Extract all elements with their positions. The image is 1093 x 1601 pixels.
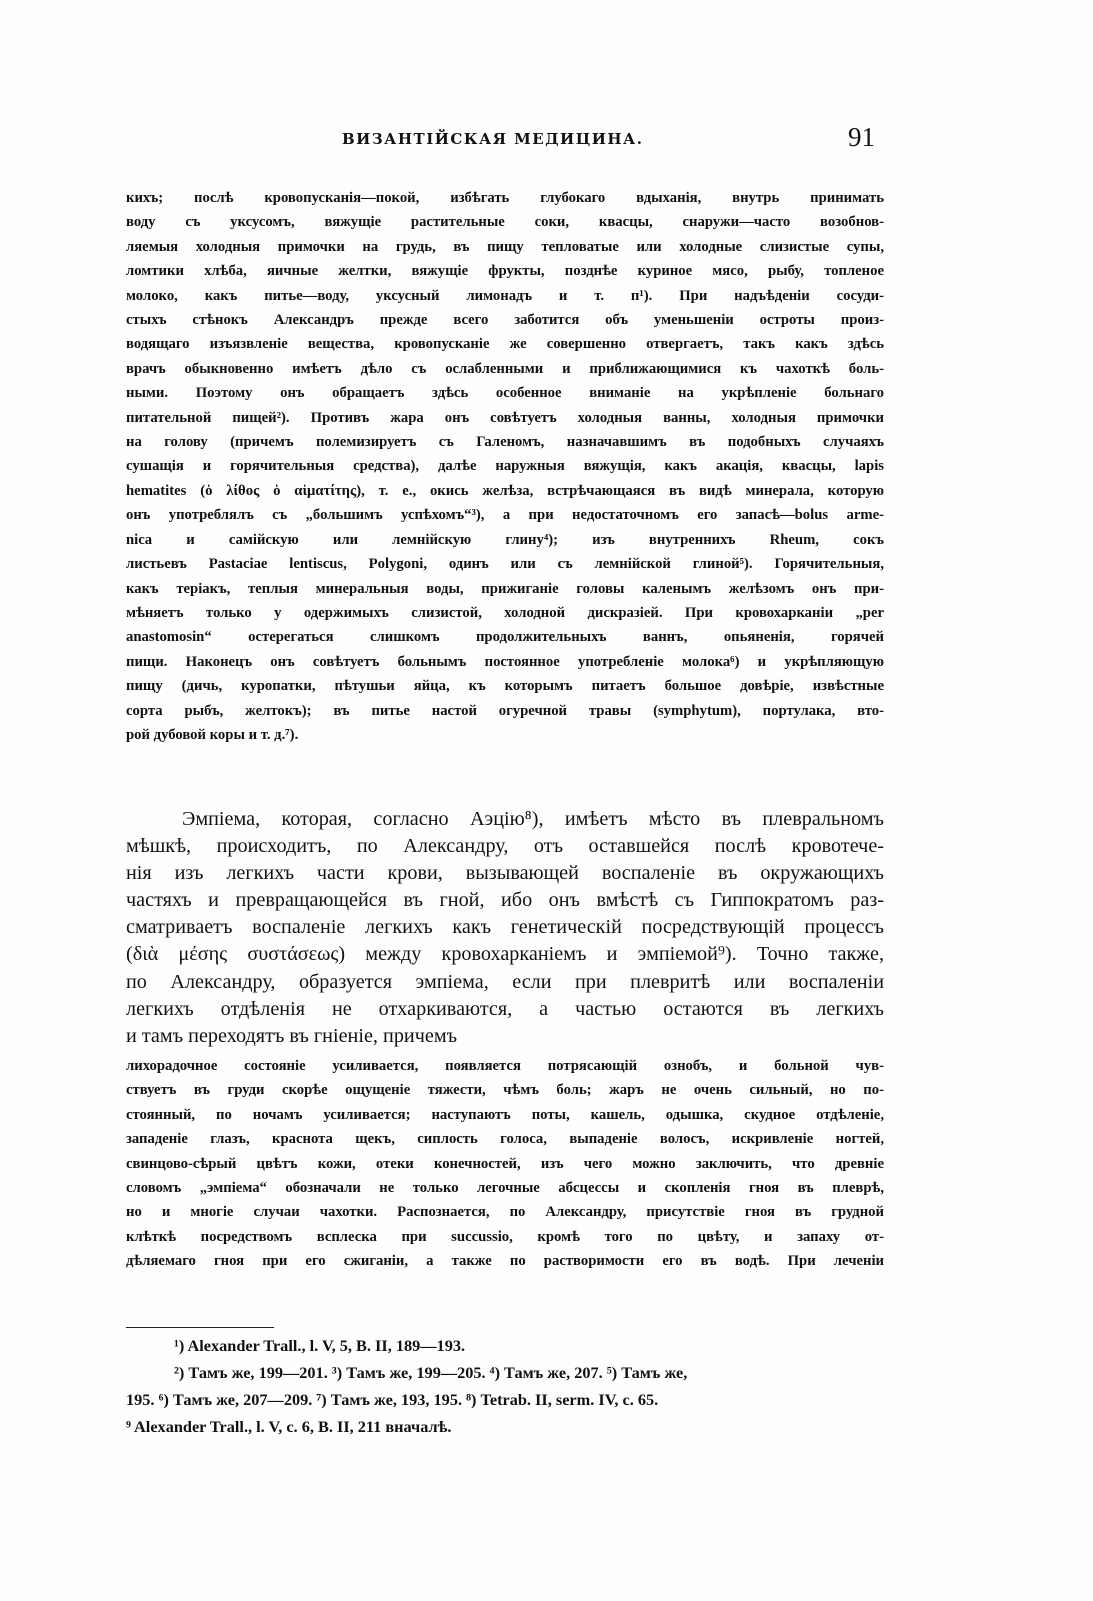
paragraph-large bbox=[126, 806, 884, 1050]
text-line: свинцово-сѣрый цвѣтъ кожи, отеки конечностей, изъ чего можно заключить, что древніе bbox=[126, 1155, 884, 1172]
text-line: стоянный, по ночамъ усиливается; наступаютъ поты, кашель, одышка, скудное отдѣленіе, bbox=[126, 1106, 884, 1123]
text-line: частяхъ и превращающейся въ гной, ибо онъ вмѣстѣ съ Гиппократомъ раз- bbox=[126, 889, 884, 912]
text-line: ляемыя холодныя примочки на грудь, въ пищу тепловатые или холодные слизистые супы, bbox=[126, 238, 884, 255]
footnote-line: ²) Тамъ же, 199—201. ³) Тамъ же, 199—205. ⁴) Тамъ же, 207. ⁵) Тамъ же, bbox=[174, 1363, 688, 1382]
footnote-line: ¹) Alexander Trall., l. V, 5, B. II, 189—193. bbox=[174, 1336, 466, 1355]
text-line: на голову (причемъ полемизируетъ съ Галеномъ, назначавшимъ въ подобныхъ случаяхъ bbox=[126, 434, 884, 451]
text-line: клѣткѣ посредствомъ всплеска при succussio, кромѣ того по цвѣту, и запаху от- bbox=[126, 1228, 884, 1245]
text-line: легкихъ отдѣленія не отхаркиваются, а частью остаются въ легкихъ bbox=[126, 997, 884, 1020]
paragraph-small-1 bbox=[126, 186, 884, 747]
text-line: сорта рыбъ, желтокъ); въ питье настой огуречной травы (symphytum), портулака, вто- bbox=[126, 702, 884, 719]
text-line: молоко, какъ питье—воду, уксусный лимонадъ и т. п¹). При надъѣденіи сосуди- bbox=[126, 287, 884, 304]
text-line: hematites (ὁ λίθος ὁ αἱματίτης), т. е., окись желѣза, встрѣчающаяся въ видѣ минерала, которую bbox=[126, 482, 884, 499]
text-line: какъ теріакъ, теплыя минеральныя воды, прижиганіе головы каленымъ желѣзомъ онъ при- bbox=[126, 580, 884, 597]
paragraph-small-2 bbox=[126, 1054, 884, 1274]
footnotes bbox=[126, 1332, 884, 1440]
text-line: пищу (дичь, куропатки, пѣтушьи яйца, къ которымъ питаетъ большое довѣріе, извѣстные bbox=[126, 678, 884, 695]
footnote-divider bbox=[126, 1327, 274, 1328]
footnote-line: 195. ⁶) Тамъ же, 207—209. ⁷) Тамъ же, 193, 195. ⁸) Tetrab. II, serm. IV, c. 65. bbox=[126, 1390, 659, 1409]
text-line: anastomosin“ остерегаться слишкомъ продолжительныхъ ваннъ, опьяненія, горячей bbox=[126, 629, 884, 646]
text-line: и тамъ переходятъ въ гніеніе, причемъ bbox=[126, 1024, 458, 1047]
text-line: по Александру, образуется эмпіема, если при плевритѣ или воспаленіи bbox=[126, 970, 884, 993]
text-line: Эмпіема, которая, согласно Аэцію⁸), имѣетъ мѣсто въ плевральномъ bbox=[182, 808, 884, 830]
text-line: кихъ; послѣ кровопусканія—покой, избѣгать глубокаго вдыханія, внутрь принимать bbox=[126, 190, 884, 206]
text-line: сушащія и горячительныя средства), далѣе наружныя вяжущія, какъ акація, квасцы, lapis bbox=[126, 458, 884, 475]
text-line: дѣляемаго гноя при его сжиганіи, а также по растворимости его въ водѣ. При леченіи bbox=[126, 1253, 884, 1270]
text-line: нія изъ легкихъ части крови, вызывающей воспаленіе въ окружающихъ bbox=[126, 862, 884, 885]
text-line: листьевъ Pastaciae lentiscus, Polygoni, одинъ или съ лемнійской глиной⁵). Горячительныя, bbox=[126, 556, 884, 573]
text-line: ными. Поэтому онъ обращаетъ здѣсь особенное вниманіе на укрѣпленіе больнаго bbox=[126, 385, 884, 402]
text-line: nica и самійскую или лемнійскую глину⁴); изъ внутреннихъ Rheum, сокъ bbox=[126, 531, 884, 548]
text-line: водящаго изъязвленіе вещества, кровопусканіе же совершенно отвергаетъ, такъ какъ здѣсь bbox=[126, 336, 884, 353]
text-line: ствуетъ въ груди скорѣе ощущеніе тяжести, чѣмъ боль; жаръ не очень сильный, но по- bbox=[126, 1082, 884, 1099]
text-line: питательной пищей²). Противъ жара онъ совѣтуетъ холодныя ванны, холодныя примочки bbox=[126, 409, 884, 426]
text-line: пищи. Наконецъ онъ совѣтуетъ больнымъ постоянное употребленіе молока⁶) и укрѣпляющую bbox=[126, 653, 884, 670]
text-line: (διὰ μέσης συστάσεως) между кровохарканіемъ и эмпіемой⁹). Точно также, bbox=[126, 943, 884, 966]
text-line: западеніе глазъ, краснота щекъ, сиплость голоса, выпаденіе волосъ, искривленіе ногтей, bbox=[126, 1131, 884, 1148]
text-line: словомъ „эмпіема“ обозначали не только легочные абсцессы и скопленія гноя въ плеврѣ, bbox=[126, 1180, 884, 1197]
text-line: рой дубовой коры и т. д.⁷). bbox=[126, 726, 299, 743]
text-line: стыхъ стѣнокъ Александръ прежде всего заботится объ уменьшеніи остроты произ- bbox=[126, 312, 884, 329]
text-line: лихорадочное состояніе усиливается, появляется потрясающій ознобъ, и больной чув- bbox=[126, 1058, 884, 1074]
text-line: сматриваетъ воспаленіе легкихъ какъ генетическій посредствующій процессъ bbox=[126, 916, 884, 939]
text-line: но и многіе случаи чахотки. Распознается, по Александру, присутствіе гноя въ грудной bbox=[126, 1204, 884, 1221]
footnote-line: ⁹ Alexander Trall., l. V, c. 6, B. II, 211 вначалѣ. bbox=[126, 1417, 452, 1436]
page-header bbox=[0, 122, 1093, 158]
text-line: воду съ уксусомъ, вяжущіе растительные соки, квасцы, снаружи—часто возобнов- bbox=[126, 214, 884, 231]
text-line: мѣняетъ только у одержимыхъ слизистой, холодной дискразіей. При кровохарканіи „per bbox=[126, 604, 884, 621]
text-line: врачъ обыкновенно имѣетъ дѣло съ ослабленными и приближающимися къ чахоткѣ боль- bbox=[126, 360, 884, 377]
page-number: 91 bbox=[848, 122, 875, 152]
text-line: мѣшкѣ, происходитъ, по Александру, отъ оставшейся послѣ кровотече- bbox=[126, 835, 884, 858]
running-title: ВИЗАНТІЙСКАЯ МЕДИЦИНА. bbox=[342, 130, 644, 148]
text-line: ломтики хлѣба, яичные желтки, вяжущіе фрукты, позднѣе куриное мясо, рыбу, топленое bbox=[126, 263, 884, 280]
text-line: онъ употреблялъ съ „большимъ успѣхомъ“³), а при недостаточномъ его запасѣ—bolus arme- bbox=[126, 507, 884, 524]
